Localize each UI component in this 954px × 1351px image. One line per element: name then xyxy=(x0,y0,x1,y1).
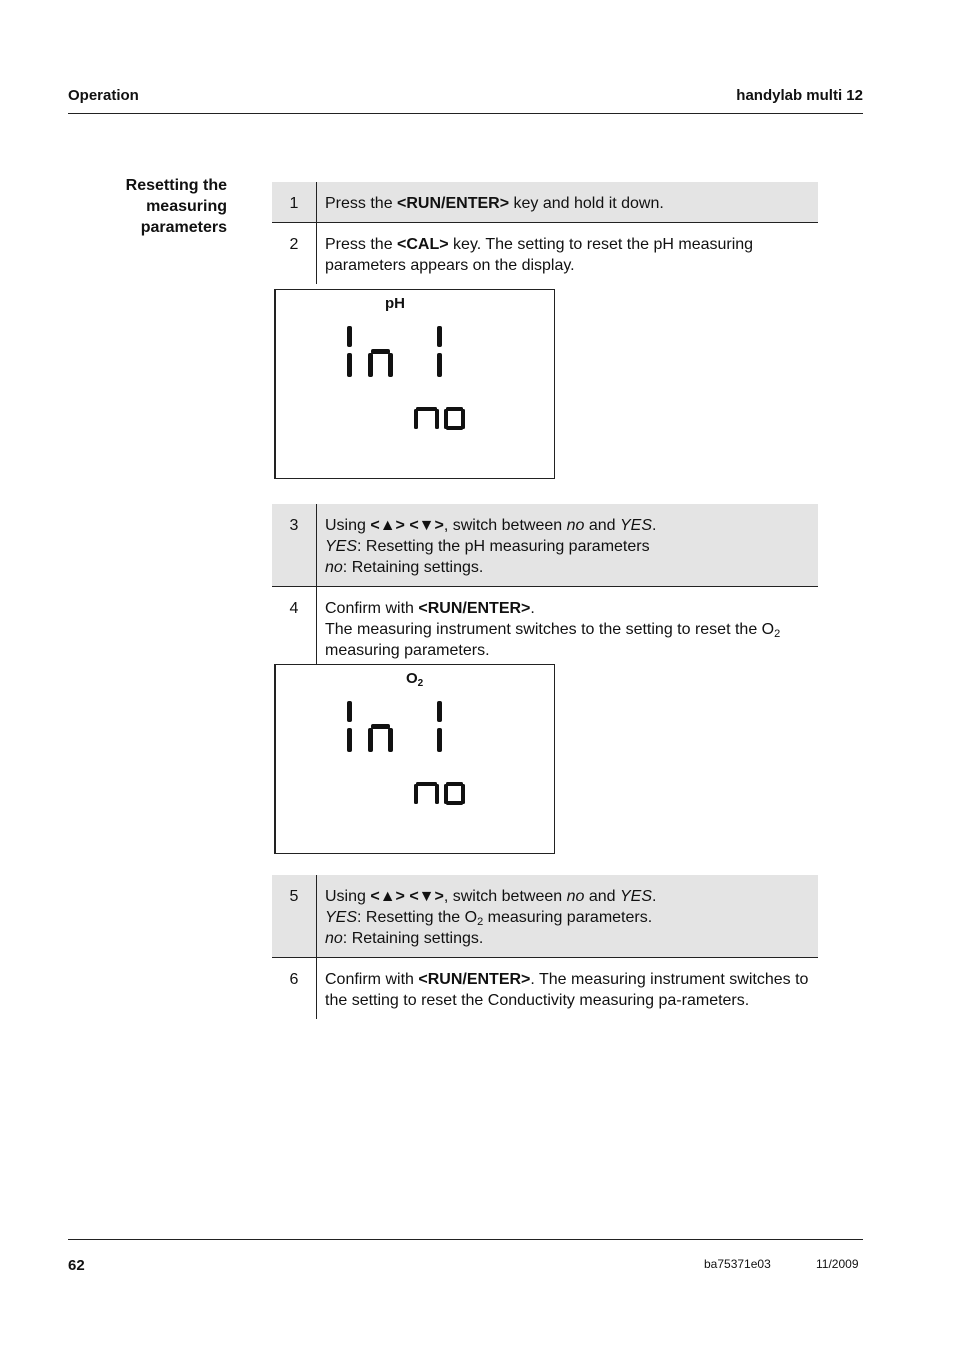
step-text: Using <▲> <▼>, switch between no and YES. YES: Resetting the $O_2$ measuring parameters. no: Retaining settings. xyxy=(317,875,819,958)
lcd-label-ph: pH xyxy=(385,295,405,312)
step-number: 6 xyxy=(272,958,317,1020)
document-date: 11/2009 xyxy=(816,1257,859,1271)
document-id: ba75371e03 xyxy=(704,1257,771,1271)
lcd-display-ph xyxy=(275,289,555,479)
steps-table-2 xyxy=(272,504,818,669)
step-text: Confirm with <RUN/ENTER>. The measuring instrument switches to the setting to reset the $O_2$ measuring parameters. xyxy=(325,600,781,659)
step-row xyxy=(272,223,818,285)
footer-rule xyxy=(68,1239,863,1240)
step-number: 3 xyxy=(272,504,317,587)
step-number: 5 xyxy=(272,875,317,958)
step-text: Using <▲> <▼>, switch between no and YES. YES: Resetting the pH measuring parameters no: Retaining settings. xyxy=(317,504,819,587)
step-text: Confirm with <RUN/ENTER>. The measuring instrument switches to the setting to reset the Conductivity measuring pa-rameters. xyxy=(325,971,809,1009)
step-row xyxy=(272,587,818,670)
page-number: 62 xyxy=(68,1257,85,1274)
step-number: 2 xyxy=(272,223,317,285)
steps-table-1 xyxy=(272,182,818,284)
side-heading: Resetting the measuring parameters xyxy=(125,177,227,236)
header-rule xyxy=(68,113,863,114)
step-number: 4 xyxy=(272,587,317,670)
lcd-segments-ini-no xyxy=(276,290,554,478)
running-header-product: handylab multi 12 xyxy=(736,87,863,104)
step-text: Press the <CAL> key. The setting to reset the pH measuring parameters appears on the display. xyxy=(325,236,754,274)
step-row xyxy=(272,504,818,587)
step-row xyxy=(272,958,818,1020)
step-number: 1 xyxy=(272,182,317,223)
lcd-display-o2 xyxy=(275,664,555,854)
lcd-segments-ini-no xyxy=(276,665,554,853)
step-text: Press the <RUN/ENTER> key and hold it down. xyxy=(317,182,819,223)
steps-table-3 xyxy=(272,875,818,1019)
lcd-label-o2: $O_2$ xyxy=(406,670,424,689)
step-row xyxy=(272,875,818,958)
running-header-section: Operation xyxy=(68,87,139,104)
step-row xyxy=(272,182,818,223)
